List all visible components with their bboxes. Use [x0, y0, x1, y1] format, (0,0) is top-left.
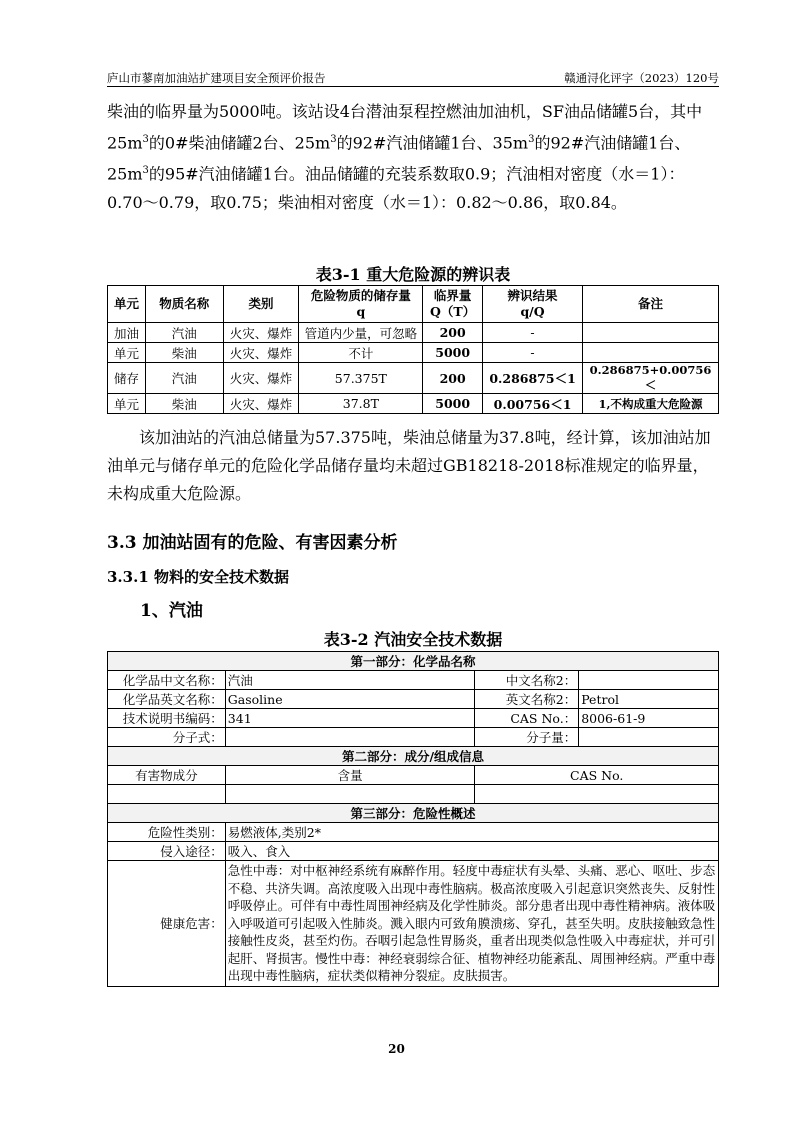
table-row: 技术说明书编码： 341 CAS No.： 8006-61-9	[108, 709, 719, 728]
header-report-number: 赣通浔化评字（2023）120号	[564, 71, 719, 85]
th-critical: 临界量 Q（T）	[423, 286, 483, 323]
item-heading-gasoline: 1、汽油	[140, 601, 203, 621]
table-row: 分子式： 分子量：	[108, 728, 719, 747]
table1-header-row	[108, 286, 719, 323]
table2-caption: 表3-2 汽油安全技术数据	[323, 630, 503, 649]
unit-cell: 单元	[108, 343, 146, 363]
table1-caption: 表3-1 重大危险源的辨识表	[315, 265, 511, 284]
table-row: 单元 柴油 火灾、爆炸 不计 5000 -	[108, 343, 719, 363]
table-row	[108, 785, 719, 804]
table-row: 危险性类别： 易燃液体,类别2*	[108, 823, 719, 842]
part3-heading: 第三部分：危险性概述	[108, 804, 719, 823]
table-row: 侵入途径： 吸入、食入	[108, 842, 719, 861]
th-result: 辨识结果 q/Q	[483, 286, 583, 323]
th-note: 备注	[582, 286, 718, 323]
hazard-source-table	[107, 285, 719, 414]
table-row: 化学品中文名称： 汽油 中文名称2：	[108, 671, 719, 690]
gasoline-safety-table	[107, 651, 719, 987]
th-storage: 危险物质的储存量 q	[299, 286, 423, 323]
th-category: 类别	[223, 286, 299, 323]
part2-heading: 第二部分：成分/组成信息	[108, 747, 719, 766]
unit-cell: 单元	[108, 394, 146, 414]
section-heading-3-3: 3.3 加油站固有的危险、有害因素分析	[107, 533, 398, 553]
th-unit: 单元	[108, 286, 146, 323]
table-row: 加油 汽油 火灾、爆炸 管道内少量，可忽略 200 -	[108, 323, 719, 343]
header-report-title: 庐山市蓼南加油站扩建项目安全预评价报告	[107, 71, 326, 85]
unit-cell: 加油	[108, 323, 146, 343]
health-hazard-text: 急性中毒：对中枢神经系统有麻醉作用。轻度中毒症状有头晕、头痛、恶心、呕吐、步态不稳、共济失调。高浓度吸入出现中毒性脑病。极高浓度吸入引起意识突然丧失、反射性呼吸停止。可伴有中毒性周围神经病及化学性肺炎。部分患者出现中毒性精神病。液体吸入呼吸道可引起吸入性肺炎。溅入眼内可致角膜溃疡、穿孔，甚至失明。皮肤接触致急性接触性皮炎，甚至灼伤。吞咽引起急性胃肠炎，重者出现类似急性吸入中毒症状，并可引起肝、肾损害。慢性中毒：神经衰弱综合征、植物神经功能紊乱、周围神经病。严重中毒出现中毒性脑病，症状类似精神分裂症。皮肤损害。	[225, 861, 718, 987]
table-row: 单元 柴油 火灾、爆炸 37.8T 5000 0.00756＜1 1,不构成重大危险源	[108, 394, 719, 414]
intro-paragraph: 柴油的临界量为5000吨。该站设4台潜油泵程控燃油加油机，SF油品储罐5台，其中$25m^3$的0#柴油储罐2台、$25m^3$的92#汽油储罐1台、$35m^3$的92#汽油储罐1台、$25m^3$的95#汽油储罐1台。油品储罐的充装系数取0.9；汽油相对密度（水＝1）：0.70～0.79，取0.75；柴油相对密度（水＝1）：0.82～0.86，取0.84。	[107, 102, 703, 212]
th-name: 物质名称	[145, 286, 223, 323]
table-row: 化学品英文名称： Gasoline 英文名称2： Petrol	[108, 690, 719, 709]
part1-heading: 第一部分：化学品名称	[108, 652, 719, 671]
table-row: 有害物成分 含量 CAS No.	[108, 766, 719, 785]
section-heading-3-3-1: 3.3.1 物料的安全技术数据	[107, 568, 289, 586]
table-row: 健康危害： 急性中毒：对中枢神经系统有麻醉作用。轻度中毒症状有头晕、头痛、恶心、呕吐、步态不稳、共济失调。高浓度吸入出现中毒性脑病。极高浓度吸入引起意识突然丧失、反射性呼吸停止。可伴有中毒性周围神经病及化学性肺炎。部分患者出现中毒性精神病。液体吸入呼吸道可引起吸入性肺炎。溅入眼内可致角膜溃疡、穿孔，甚至失明。皮肤接触致急性接触性皮炎，甚至灼伤。吞咽引起急性胃肠炎，重者出现类似急性吸入中毒症状，并可引起肝、肾损害。慢性中毒：神经衰弱综合征、植物神经功能紊乱、周围神经病。严重中毒出现中毒性脑病，症状类似精神分裂症。皮肤损害。	[108, 861, 719, 987]
table-row: 储存 汽油 火灾、爆炸 57.375T 200 0.286875＜1 0.286875+0.00756＜	[108, 363, 719, 394]
page-header	[107, 68, 719, 87]
page-number: 20	[388, 1042, 405, 1056]
unit-cell: 储存	[108, 363, 146, 394]
conclusion-paragraph: 该加油站的汽油总储量为57.375吨，柴油总储量为37.8吨，经计算，该加油站加油单元与储存单元的危险化学品储存量均未超过GB18218-2018标准规定的临界量，未构成重大危险源。	[107, 428, 711, 503]
